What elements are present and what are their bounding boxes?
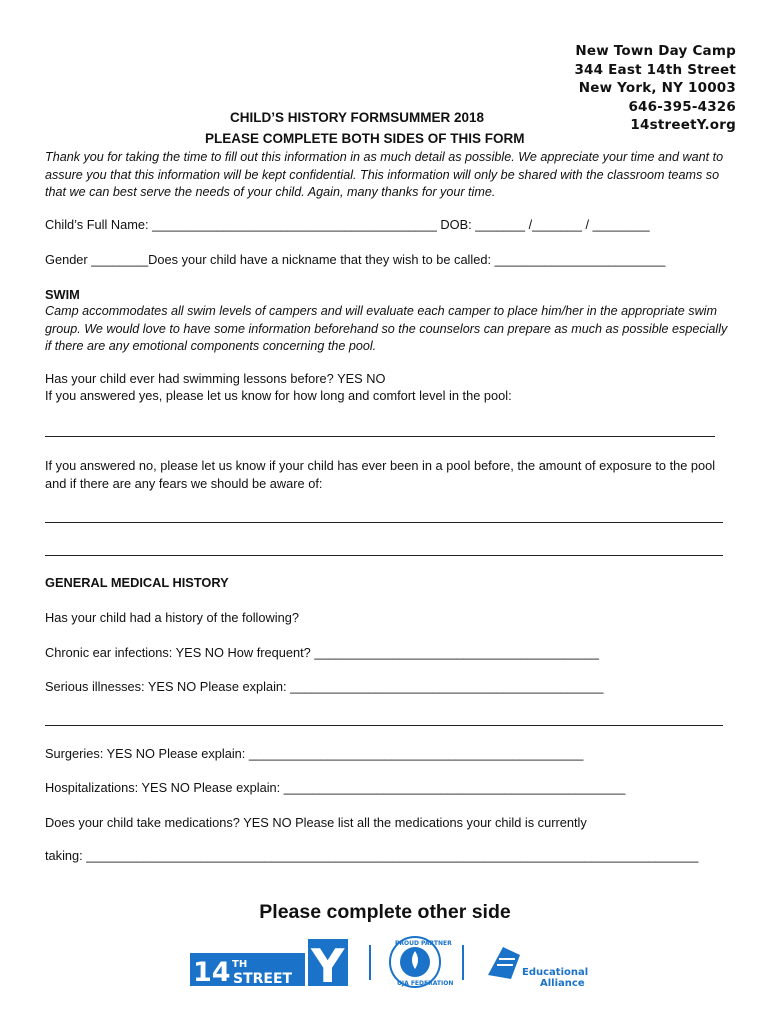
uja-federation-logo: [390, 937, 453, 987]
medications-list-line[interactable]: taking: ______________________________________________________________________________________: [45, 848, 699, 863]
partner-logos: [0, 935, 770, 995]
surgeries-line[interactable]: Surgeries: YES NO Please explain: _______________________________________________: [45, 746, 584, 761]
ear-infections-line[interactable]: Chronic ear infections: YES NO How frequent? ________________________________________: [45, 645, 600, 660]
answer-line[interactable]: [45, 522, 723, 523]
svg-text:Educational: Educational: [522, 967, 589, 978]
medications-question[interactable]: Does your child take medications? YES NO Please list all the medications your child is currently: [45, 815, 587, 830]
answer-line[interactable]: [45, 725, 723, 726]
svg-text:STREET: STREET: [233, 971, 293, 987]
educational-alliance-logo: [488, 947, 588, 989]
camp-name: New Town Day Camp: [575, 43, 736, 59]
intro-text: Thank you for taking the time to fill out this information in as much detail as possible. We appreciate your time and want to assure you that this information will be kept confidential. This information will only be shared with the classroom teams so that we can best serve the needs of your child. Again, many thanks for your time.: [45, 150, 724, 199]
medical-heading: GENERAL MEDICAL HISTORY: [45, 575, 229, 590]
camp-address: [574, 42, 736, 135]
gender-nickname-line[interactable]: Gender ________Does your child have a nickname that they wish to be called: ________________________: [45, 252, 666, 267]
medical-history-question: Has your child had a history of the following?: [45, 610, 299, 625]
answer-line[interactable]: [45, 555, 723, 556]
swim-yes-followup: If you answered yes, please let us know for how long and comfort level in the pool:: [45, 388, 512, 403]
answer-line[interactable]: [45, 436, 715, 437]
svg-text:TH: TH: [232, 959, 248, 970]
swim-no-followup: If you answered no, please let us know if your child has ever been in a pool before, the amount of exposure to the pool and if there are any fears we should be aware of:: [45, 458, 716, 491]
swim-lessons-question[interactable]: Has your child ever had swimming lessons before? YES NO: [45, 371, 386, 386]
swim-heading: SWIM: [45, 287, 80, 302]
child-name-dob-line[interactable]: Child’s Full Name: ________________________________________ DOB: _______ /_______ / ________: [45, 217, 650, 232]
svg-text:14: 14: [193, 957, 231, 988]
form-title: CHILD’S HISTORY FORMSUMMER 2018: [230, 110, 485, 125]
camp-phone: 646-395-4326: [628, 98, 736, 115]
svg-text:Y: Y: [311, 939, 345, 993]
svg-text:Alliance: Alliance: [540, 978, 585, 989]
form-subtitle: PLEASE COMPLETE BOTH SIDES OF THIS FORM: [205, 131, 525, 146]
svg-text:UJA FEDERATION: UJA FEDERATION: [397, 980, 454, 987]
14th-street-y-logo: [190, 939, 348, 993]
serious-illness-line[interactable]: Serious illnesses: YES NO Please explain: ____________________________________________: [45, 679, 604, 694]
camp-website: 14streetY.org: [630, 117, 736, 133]
camp-street: 344 East 14th Street: [574, 61, 736, 78]
svg-text:PROUD PARTNER: PROUD PARTNER: [395, 940, 452, 947]
camp-city: New York, NY 10003: [578, 80, 736, 96]
complete-other-side-note: Please complete other side: [259, 901, 511, 923]
swim-description: Camp accommodates all swim levels of campers and will evaluate each camper to place him/her in the appropriate swim group. We would love to have some information beforehand so the counselors can prepare as much as possible especially if there are any emotional components concerning the pool.: [45, 304, 728, 353]
hospitalizations-line[interactable]: Hospitalizations: YES NO Please explain: ________________________________________________: [45, 780, 626, 795]
